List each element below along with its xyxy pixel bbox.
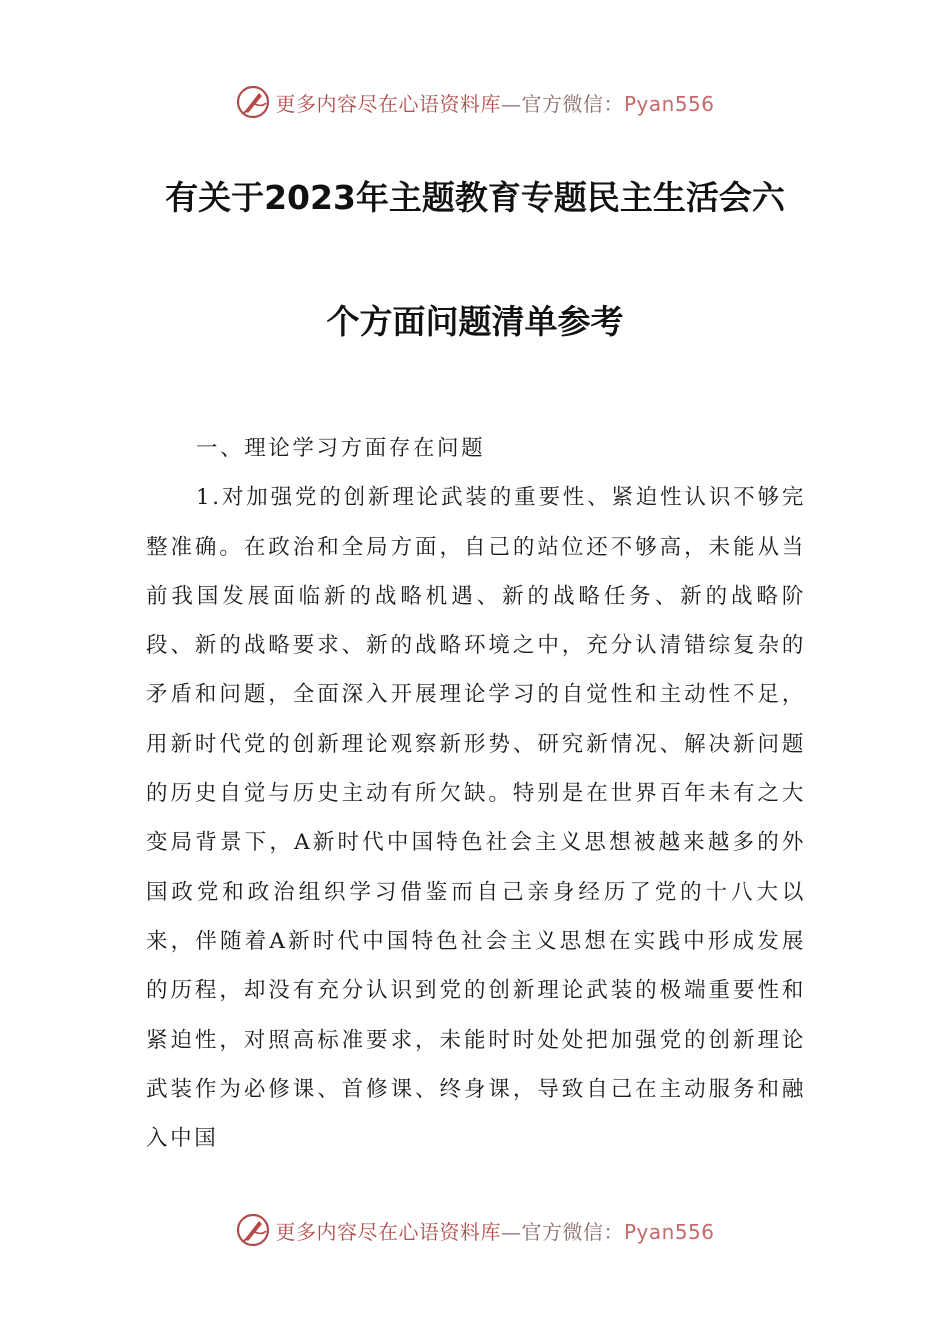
section-heading: 一、理论学习方面存在问题 [196,436,486,461]
watermark-text [275,88,714,117]
quill-logo-icon [235,1212,271,1248]
watermark-contact: 官方微信： [521,1219,624,1244]
document-title-line-1: 有关于2023年主题教育专题民主生活会六 [165,178,785,217]
watermark-id: Pyan556 [623,91,715,116]
watermark-banner-top [0,82,950,122]
watermark-text [275,1216,714,1245]
watermark-main: 更多内容尽在心语资料库 [275,91,501,116]
watermark-banner-bottom [0,1210,950,1250]
quill-logo-icon [235,84,271,120]
watermark-contact: 官方微信： [521,91,624,116]
watermark-id: Pyan556 [623,1219,715,1244]
watermark-dash: — [500,1219,522,1244]
document-title-line-2: 个方面问题清单参考 [326,302,624,341]
body-paragraph: 1.对加强党的创新理论武装的重要性、紧迫性认识不够完整准确。在政治和全局方面，自己的站位还不够高，未能从当前我国发展面临新的战略机遇、新的战略任务、新的战略阶段、新的战略要求、新的战略环境之中，充分认清错综复杂的矛盾和问题，全面深入开展理论学习的自觉性和主动性不足，用新时代党的创新理论观察新形势、研究新情况、解决新问题的历史自觉与历史主动有所欠缺。特别是在世界百年未有之大变局背景下，A新时代中国特色社会主义思想被越来越多的外国政党和政治组织学习借鉴而自己亲身经历了党的十八大以来，伴随着A新时代中国特色社会主义思想在实践中形成发展的历程，却没有充分认识到党的创新理论武装的极端重要性和紧迫性，对照高标准要求，未能时时处处把加强党的创新理论武装作为必修课、首修课、终身课，导致自己在主动服务和融入中国 [146,485,806,1152]
watermark-main: 更多内容尽在心语资料库 [275,1219,501,1244]
document-body [146,424,806,1163]
watermark-dash: — [500,91,522,116]
